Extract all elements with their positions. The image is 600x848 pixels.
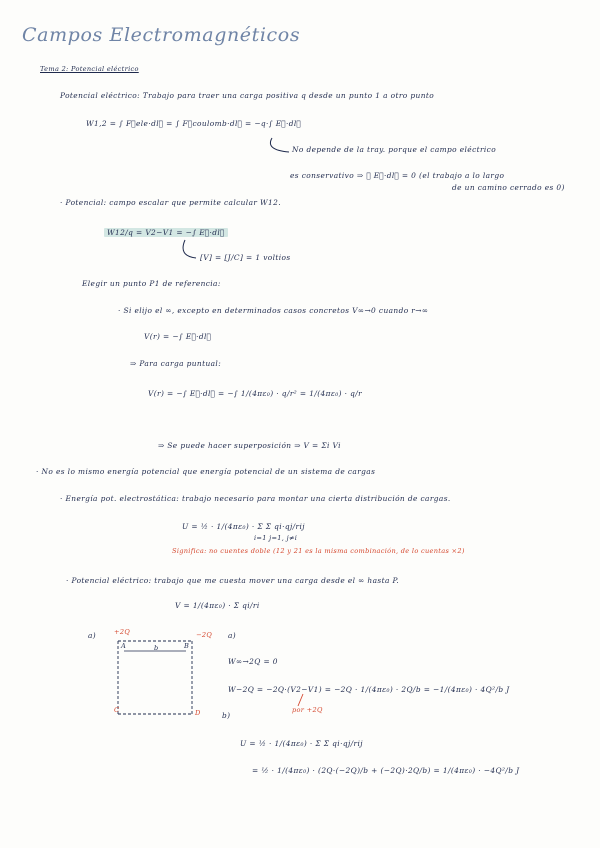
section-heading: Tema 2: Potencial eléctrico <box>40 65 139 73</box>
highlighted-formula: W12/q = V2−V1 = −∫ E⃗·dl⃗ <box>104 228 228 237</box>
red-annotation: Significa: no cuentes doble (12 y 21 es la misma combinación, de lo cuentas ×2) <box>172 547 465 555</box>
part-label: a) <box>88 631 97 640</box>
formula-line: U = ½ · 1/(4πε₀) · Σ Σ qi·qj/rij <box>182 522 305 531</box>
formula-line: V(r) = −∫ E⃗·dl⃗ <box>144 332 212 341</box>
note-line: · Potencial eléctrico: trabajo que me cuesta mover una carga desde el ∞ hasta P. <box>66 576 400 585</box>
charge-label: +2Q <box>114 628 131 636</box>
note-line: Potencial eléctrico: Trabajo para traer una carga positiva q desde un punto 1 a otro punto <box>60 91 435 100</box>
formula-line: U = ½ · 1/(4πε₀) · Σ Σ qi·qj/rij <box>240 739 363 748</box>
note-line: No depende de la tray. porque el campo eléctrico <box>292 145 497 154</box>
formula-line: V = 1/(4πε₀) · Σ qi/ri <box>175 601 260 610</box>
formula-line: W−2Q = −2Q·(V2−V1) = −2Q · 1/(4πε₀) · 2Q/b = −1/(4πε₀) · 4Q²/b J <box>228 685 510 694</box>
note-line: · Si elijo el ∞, excepto en determinados casos concretos V∞→0 cuando r→∞ <box>118 306 429 315</box>
note-line: Elegir un punto P1 de referencia: <box>82 279 221 288</box>
vertex-label: B <box>184 642 190 650</box>
note-line: · No es lo mismo energía potencial que energía potencial de un sistema de cargas <box>36 467 376 476</box>
vertex-label: A <box>121 642 127 650</box>
note-line: es conservativo ⇒ ∮ E⃗·dl⃗ = 0 (el trabajo a lo largo <box>290 171 505 180</box>
red-annotation: por +2Q <box>292 706 323 714</box>
charge-label: −2Q <box>196 631 213 639</box>
note-line: ⇒ Se puede hacer superposición ⇒ V = Σi Vi <box>158 441 341 450</box>
formula-subscript: i=1 j=1, j≠i <box>254 534 298 542</box>
vertex-label: C <box>114 706 120 714</box>
formula-line: W∞→2Q = 0 <box>228 657 278 666</box>
formula-line: V(r) = −∫ E⃗·dl⃗ = −∫ 1/(4πε₀) · q/r² = 1/(4πε₀) · q/r <box>148 389 363 398</box>
formula-line: = ½ · 1/(4πε₀) · (2Q·(−2Q)/b + (−2Q)·2Q/b) = 1/(4πε₀) · −4Q²/b J <box>252 766 520 775</box>
page-title: Campos Electromagnéticos <box>22 24 301 46</box>
part-label: b) <box>222 711 231 720</box>
side-label: b <box>154 644 159 652</box>
note-line: de un camino cerrado es 0) <box>452 183 565 192</box>
part-label: a) <box>228 631 237 640</box>
note-line: · Potencial: campo escalar que permite calcular W12. <box>60 198 282 207</box>
note-line: ⇒ Para carga puntual: <box>130 359 222 368</box>
note-line: · Energía pot. electrostática: trabajo necesario para montar una cierta distribución de cargas. <box>60 494 451 503</box>
formula-line: W1,2 = ∫ F⃗ele·dl⃗ = ∫ F⃗coulomb·dl⃗ = −q·∫ E⃗·dl⃗ <box>86 119 302 128</box>
vertex-label: D <box>195 709 201 717</box>
note-line: [V] = [J/C] = 1 voltios <box>200 253 291 262</box>
